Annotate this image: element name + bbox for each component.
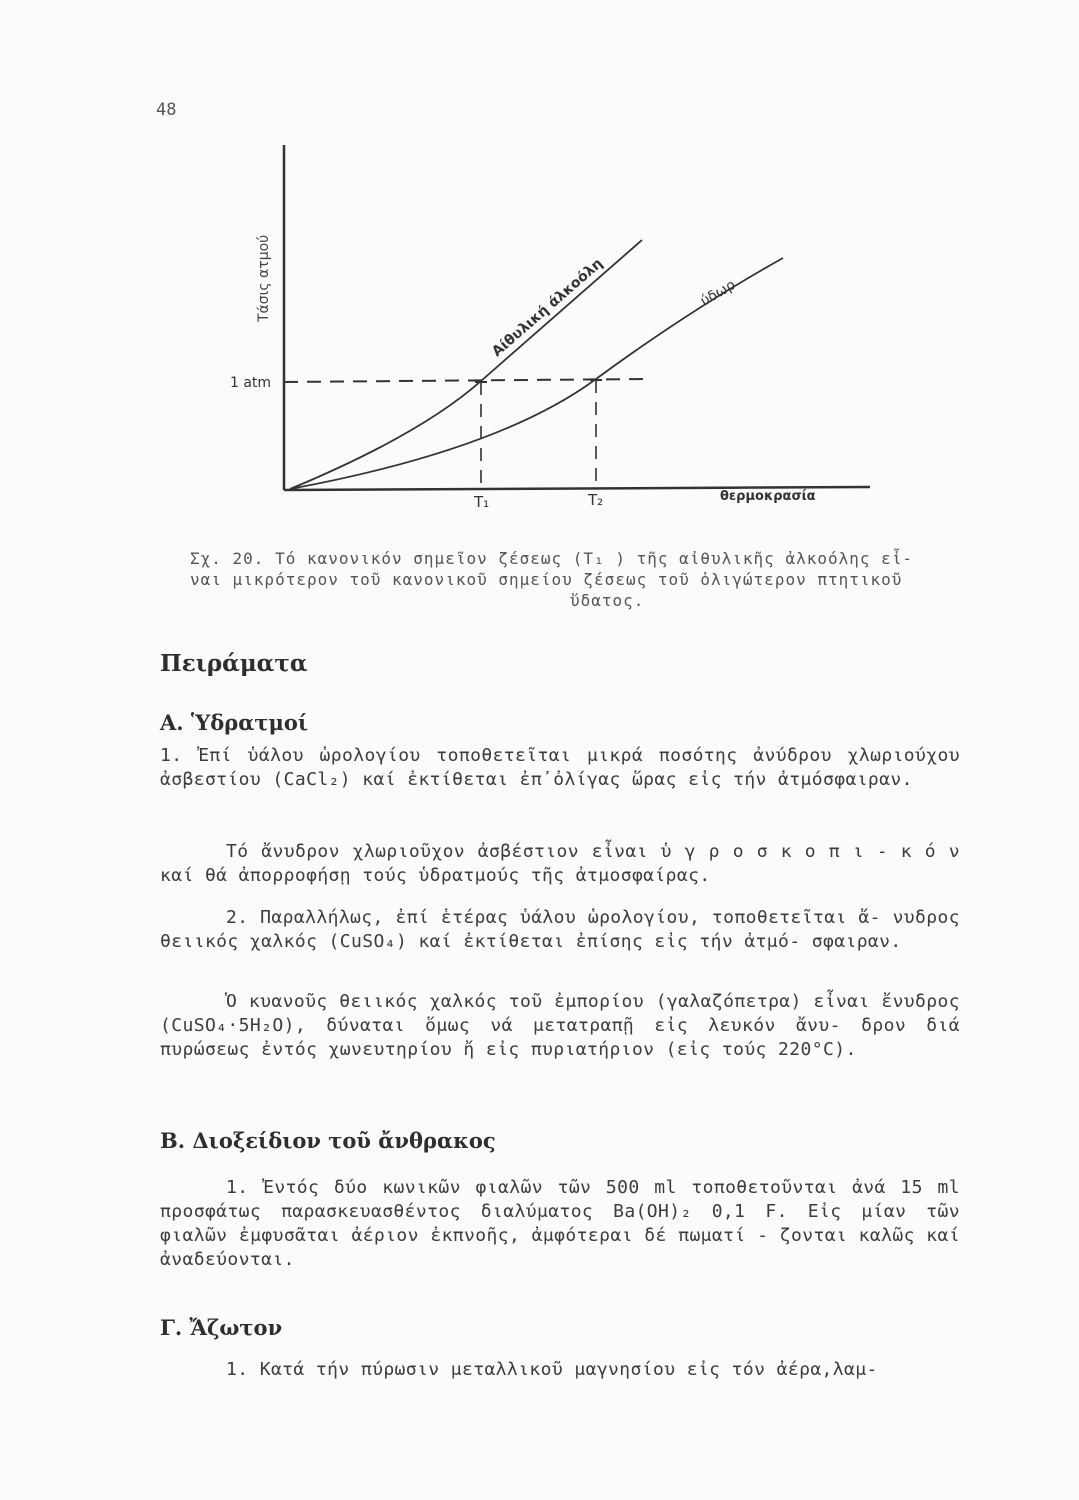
- vapor-pressure-figure: [0, 0, 1079, 530]
- caption-line-3: ὕδατος.: [570, 591, 645, 610]
- paragraph-a1: 1. Ἐπί ὑάλου ὡρολογίου τοποθετεῖται μικρά ποσότης ἀνύδρου χλωριούχου ἀσβεστίου (CaCl₂) καί ἐκτίθεται ἐπ᾽ὀλίγας ὥρας εἰς τήν ἀτμόσφαιραν.: [160, 745, 960, 790]
- curve-water-label: ύδωρ: [698, 276, 739, 310]
- x-tick-t1: T₁: [474, 493, 490, 511]
- figure-svg: [0, 0, 1079, 530]
- caption-line-2: ναι μικρότερον τοῦ κανονικοῦ σημείου ζέσεως τοῦ ὀλιγώτερον πτητικοῦ: [190, 570, 903, 589]
- paragraph-b1: 1. Ἐντός δύο κωνικῶν φιαλῶν τῶν 500 ml τοποθετοῦνται ἀνά 15 ml προσφάτως παρασκευασθέντος διαλύματος Ba(OH)₂ 0,1 F. Εἰς μίαν τῶν φιαλῶν ἐμφυσᾶται ἀέριον ἐκπνοῆς, ἀμφότεραι δέ πωματί - ζονται καλῶς καί ἀναδεύονται.: [160, 1177, 960, 1270]
- paragraph-a2: Τό ἄνυδρον χλωριοῦχον ἀσβέστιον εἶναι ὑ γ ρ ο σ κ ο π ι - κ ό ν καί θά ἀπορροφήσῃ τούς ὑδρατμούς τῆς ἀτμοσφαίρας.: [160, 841, 960, 886]
- y-tick-1atm: 1 atm: [230, 375, 272, 391]
- section-heading-experiments: Πειράματα: [160, 650, 308, 677]
- paragraph-a3: 2. Παραλλήλως, ἐπί ἑτέρας ὑάλου ὡρολογίου, τοποθετεῖται ἄ- νυδρος θειικός χαλκός (CuSO₄) καί ἐκτίθεται ἐπίσης εἰς τήν ἀτμό- σφαιραν.: [160, 907, 960, 952]
- y-axis-label: Τάσις ατμού: [256, 234, 272, 322]
- x-tick-t2: T₂: [588, 491, 604, 509]
- caption-line-1: Σχ. 20. Τό κανονικόν σημεῖον ζέσεως (T₁ ) τῆς αἰθυλικῆς ἀλκοόλης εἶ-: [190, 549, 914, 568]
- figure-caption: [190, 548, 970, 611]
- subheading-water-vapor: Α. Ὑδρατμοί: [160, 710, 309, 735]
- paragraph-c1: 1. Κατά τήν πύρωσιν μεταλλικοῦ μαγνησίου εἰς τόν ἀέρα,λαμ-: [226, 1359, 878, 1380]
- subheading-carbon-dioxide: Β. Διοξείδιον τοῦ ἄνθρακος: [160, 1128, 496, 1153]
- curve-alcohol-label: Αίθυλική άλκοόλη: [489, 255, 607, 361]
- x-axis-label: θερμοκρασία: [720, 489, 816, 504]
- subheading-nitrogen: Γ. Ἄζωτον: [160, 1315, 283, 1340]
- page-number: 48: [156, 100, 177, 120]
- paragraph-a4: Ὁ κυανοῦς θειικός χαλκός τοῦ ἐμπορίου (γαλαζόπετρα) εἶναι ἔνυδρος (CuSO₄·5H₂O), δύναται ὅμως νά μετατραπῇ εἰς λευκόν ἄνυ- δρον διά πυρώσεως ἐντός χωνευτηρίου ἤ εἰς πυριατήριον (εἰς τούς 220°C).: [160, 991, 960, 1060]
